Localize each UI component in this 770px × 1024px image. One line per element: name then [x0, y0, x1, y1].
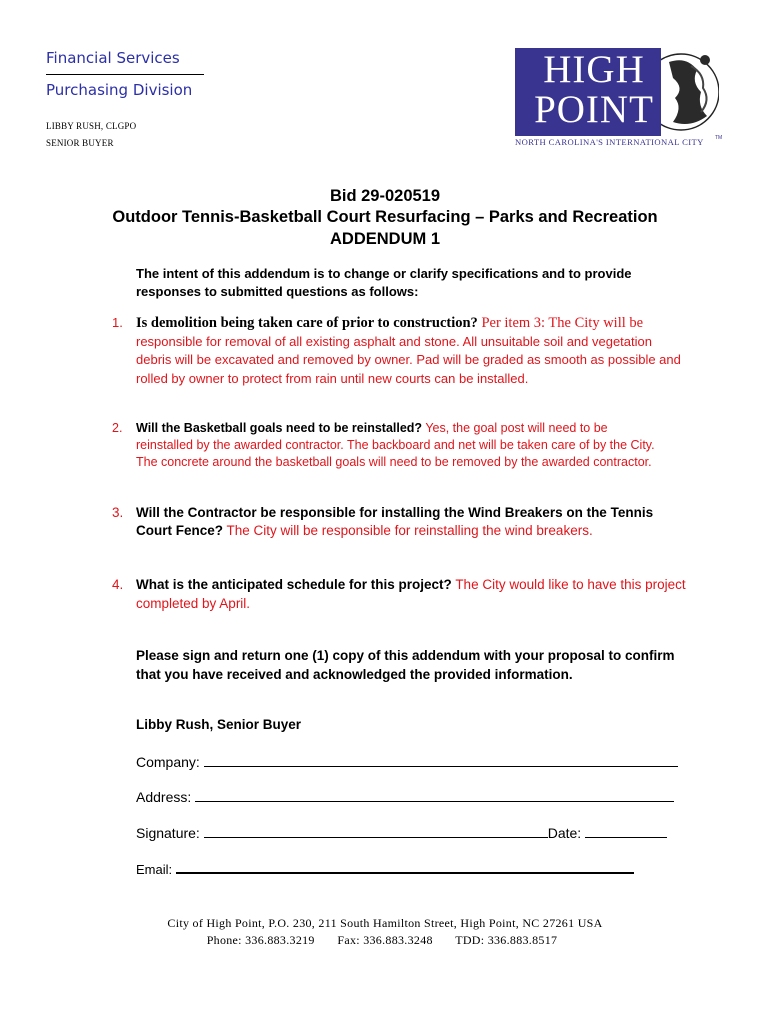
division-name: Purchasing Division — [46, 81, 193, 99]
list-item — [112, 504, 687, 540]
item-answer: The City would like to have this project completed by April. — [136, 577, 686, 611]
item-answer: responsible for removal of all existing asphalt and stone. All unsuitable soil and vegetation debris will be excavated and removed by owner. Pad will be graded as smooth as possible and rolled by owner to protect from rain until new courts can be installed. — [136, 333, 681, 386]
item-question: Will the Contractor be responsible for installing the Wind Breakers on the Tennis Court Fence? — [136, 505, 654, 538]
item-question: What is the anticipated schedule for this project? — [136, 577, 452, 592]
item-answer: The City will be responsible for reinstalling the wind breakers. — [226, 523, 593, 538]
address-label: Address: — [136, 789, 192, 805]
high-point-logo — [515, 48, 723, 148]
email-line[interactable] — [176, 860, 634, 874]
logo-word-high: HIGH — [543, 48, 645, 91]
instructions-text: Please sign and return one (1) copy of this addendum with your proposal to confirm that you have received and acknowledged the provided information. — [136, 648, 675, 682]
address-line[interactable] — [195, 789, 674, 802]
address-field[interactable] — [136, 789, 681, 805]
company-field[interactable] — [136, 754, 681, 770]
header-divider — [46, 74, 204, 75]
item-number: 1. — [112, 315, 123, 330]
signature-line[interactable] — [204, 825, 548, 838]
bid-number: Bid 29-020519 — [329, 187, 441, 205]
item-number: 4. — [112, 577, 124, 592]
signer-name: Libby Rush, Senior Buyer — [136, 717, 302, 732]
item-question: Will the Basketball goals need to be reinstalled? — [136, 421, 423, 435]
footer-address: City of High Point, P.O. 230, 211 South Hamilton Street, High Point, NC 27261 USA — [167, 916, 603, 930]
list-item — [112, 420, 657, 471]
item-number: 2. — [112, 421, 123, 435]
buyer-name: LIBBY RUSH, CLGPO — [46, 121, 137, 131]
company-line[interactable] — [204, 754, 678, 767]
buyer-title: SENIOR BUYER — [46, 138, 114, 148]
logo-word-point: POINT — [534, 88, 654, 131]
intro-text: The intent of this addendum is to change or clarify specifications and to provide responses to submitted questions as follows: — [136, 266, 632, 299]
email-label: Email: — [136, 862, 173, 877]
item-number: 3. — [112, 505, 124, 520]
item-answer-lead: Per item 3: The City will be — [481, 315, 644, 331]
signature-label: Signature: — [136, 825, 200, 841]
list-item — [112, 314, 687, 388]
date-line[interactable] — [585, 825, 667, 838]
item-question: Is demolition being taken care of prior to construction? — [136, 315, 478, 331]
project-title: Outdoor Tennis-Basketball Court Resurfacing – Parks and Recreation — [112, 208, 658, 226]
signature-field[interactable] — [136, 825, 681, 841]
footer-phone: Phone: 336.883.3219 — [206, 933, 315, 947]
date-label: Date: — [547, 825, 582, 841]
trademark-mark: TM — [715, 135, 723, 141]
footer-contact — [0, 933, 767, 948]
department-name: Financial Services — [46, 49, 180, 67]
globe-icon — [661, 48, 719, 138]
footer-fax: Fax: 336.883.3248 — [337, 933, 433, 947]
company-label: Company: — [136, 754, 200, 770]
footer-tdd: TDD: 336.883.8517 — [455, 933, 558, 947]
item-answer: Yes, the goal post will need to be reinstalled by the awarded contractor. The backboard and net will be taken care of by the City. The concrete around the basketball goals will need to be removed by the awarded contractor. — [136, 421, 655, 469]
list-item — [112, 575, 687, 613]
logo-tagline: NORTH CAROLINA'S INTERNATIONAL CITY — [515, 137, 704, 147]
addendum-title: ADDENDUM 1 — [329, 230, 440, 248]
email-field[interactable] — [136, 860, 681, 877]
